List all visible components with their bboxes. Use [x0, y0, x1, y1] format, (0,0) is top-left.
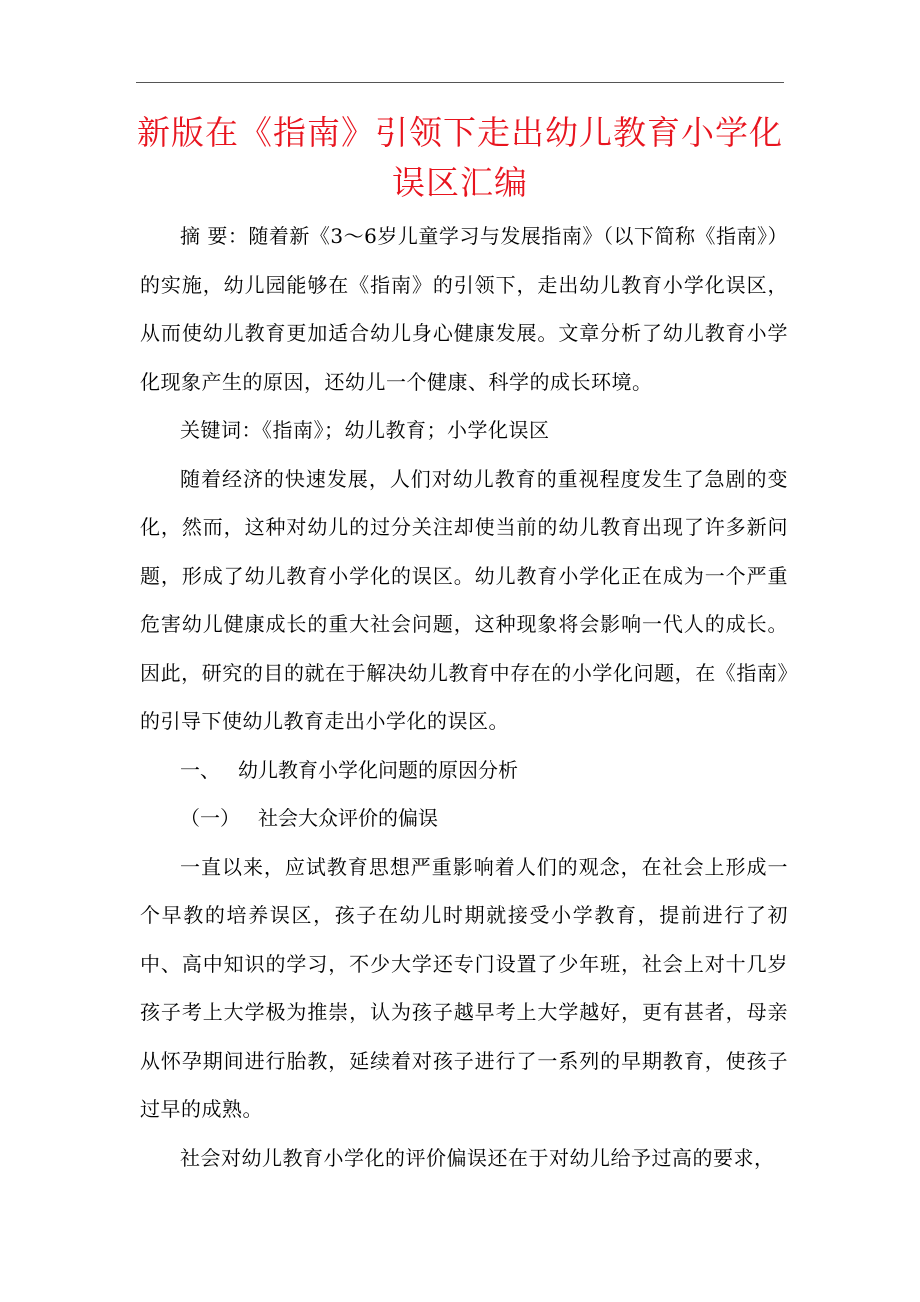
- body-paragraph-a: 一直以来，应试教育思想严重影响着人们的观念，在社会上形成一个早教的培养误区，孩子在幼儿时期就接受小学教育，提前进行了初中、高中知识的学习，不少大学还专门设置了少年班，社会上对十几岁孩子考上大学极为推崇，认为孩子越早考上大学越好，更有甚者，母亲从怀孕期间进行胎教，延续着对孩子进行了一系列的早期教育，使孩子过早的成熟。: [140, 854, 788, 1121]
- subsection-heading-1: [140, 794, 788, 843]
- keywords-paragraph: 关键词：《指南》；幼儿教育；小学化误区: [180, 418, 550, 442]
- header-rule: [136, 82, 784, 83]
- title-line-1: 新版在《指南》引领下走出幼儿教育小学化: [137, 113, 783, 152]
- intro-paragraph: 随着经济的快速发展，人们对幼儿教育的重视程度发生了急剧的变化，然而，这种对幼儿的过分关注却使当前的幼儿教育出现了许多新问题，形成了幼儿教育小学化的误区。幼儿教育小学化正在成为一个严重危害幼儿健康成长的重大社会问题，这种现象将会影响一代人的成长。因此，研究的目的就在于解决幼儿教育中存在的小学化问题，在《指南》的引导下使幼儿教育走出小学化的误区。: [140, 466, 788, 733]
- abstract-paragraph: 摘 要：随着新《3～6岁儿童学习与发展指南》（以下简称《指南》）的实施，幼儿园能够在《指南》的引领下，走出幼儿教育小学化误区，从而使幼儿教育更加适合幼儿身心健康发展。文章分析了幼儿教育小学化现象产生的原因，还幼儿一个健康、科学的成长环境。: [140, 224, 788, 394]
- section-title: 幼儿教育小学化问题的原因分析: [238, 757, 518, 782]
- title-line-2: 误区汇编: [392, 163, 528, 202]
- section-number: 一、: [180, 757, 220, 782]
- document-body: [140, 212, 788, 1182]
- section-heading-1: [140, 746, 788, 795]
- subsection-number: （一）: [180, 806, 240, 830]
- body-paragraph-b: 社会对幼儿教育小学化的评价偏误还在于对幼儿给予过高的要求，: [180, 1145, 775, 1170]
- subsection-title: 社会大众评价的偏误: [258, 806, 438, 830]
- document-title: [136, 108, 784, 208]
